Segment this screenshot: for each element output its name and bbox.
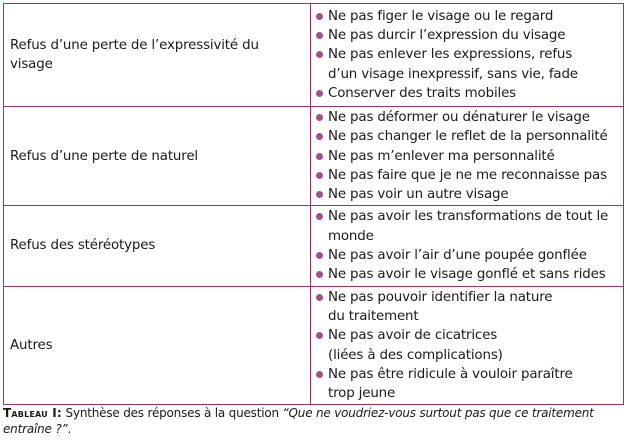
category-cell: Refus des stéréotypes <box>4 206 311 286</box>
category-cell: Autres <box>4 286 311 405</box>
caption-end: . <box>67 422 72 436</box>
caption-label: Tableau I: <box>3 406 62 420</box>
list-item-text: Ne pas m’enlever ma personnalité <box>328 148 555 164</box>
bullet-icon <box>316 213 323 220</box>
list-item-text: Ne pas avoir le visage gonflé et sans rides <box>328 267 606 283</box>
caption-quote: “Que ne voudriez-vous surtout pas que ce traitement entraîne ?” <box>3 406 594 436</box>
list-item-text: Ne pas avoir de cicatrices <box>328 328 498 344</box>
table-row <box>4 4 624 107</box>
list-item-text: Ne pas avoir les transformations de tout le <box>328 209 609 225</box>
list-item-text: Ne pas changer le reflet de la personnalité <box>328 129 608 145</box>
list-item-text: Ne pas pouvoir identifier la nature <box>328 289 553 305</box>
list-item <box>315 326 619 365</box>
bullet-icon <box>316 32 323 39</box>
bullet-icon <box>316 51 323 58</box>
items-cell <box>311 4 624 107</box>
list-item-text: Ne pas voir un autre visage <box>328 187 509 203</box>
list-item <box>315 288 619 327</box>
bullet-icon <box>316 153 323 160</box>
list-item-text: Ne pas enlever les expressions, refus <box>328 47 573 63</box>
bullet-icon <box>316 294 323 301</box>
bullet-list <box>315 7 619 103</box>
list-item-text: Conserver des traits mobiles <box>328 85 517 101</box>
responses-table <box>3 3 624 405</box>
list-item-text: Ne pas faire que je ne me reconnaisse pas <box>328 167 607 183</box>
list-item <box>315 246 619 265</box>
bullet-icon <box>316 252 323 259</box>
list-item-continuation: trop jeune <box>328 386 396 402</box>
list-item-continuation: du traitement <box>328 308 419 324</box>
items-cell <box>311 107 624 206</box>
items-cell <box>311 206 624 286</box>
list-item <box>315 147 619 166</box>
bullet-icon <box>316 114 323 121</box>
bullet-icon <box>316 172 323 179</box>
table-row <box>4 107 624 206</box>
list-item-continuation: d’un visage inexpressif, sans vie, fade <box>328 66 578 82</box>
list-item <box>315 84 619 103</box>
list-item-continuation: (liées à des complications) <box>328 347 503 363</box>
list-item <box>315 26 619 45</box>
bullet-icon <box>316 13 323 20</box>
bullet-icon <box>316 332 323 339</box>
bullet-list <box>315 108 619 204</box>
list-item <box>315 265 619 284</box>
bullet-icon <box>316 191 323 198</box>
list-item-text: Ne pas durcir l’expression du visage <box>328 28 566 44</box>
bullet-icon <box>316 90 323 97</box>
category-cell: Refus d’une perte de l’expressivité du visage <box>4 4 311 107</box>
table-row <box>4 286 624 405</box>
list-item <box>315 207 619 246</box>
list-item-continuation: monde <box>328 228 374 244</box>
list-item <box>315 7 619 26</box>
category-cell: Refus d’une perte de naturel <box>4 107 311 206</box>
list-item-text: Ne pas être ridicule à vouloir paraître <box>328 366 573 382</box>
list-item <box>315 108 619 127</box>
list-item <box>315 166 619 185</box>
items-cell <box>311 286 624 405</box>
bullet-icon <box>316 271 323 278</box>
table-body <box>4 4 624 405</box>
bullet-icon <box>316 371 323 378</box>
list-item-text: Ne pas avoir l’air d’une poupée gonflée <box>328 248 587 264</box>
table-row <box>4 206 624 286</box>
caption-text: Synthèse des réponses à la question <box>61 406 283 420</box>
table-caption <box>3 405 625 437</box>
list-item-text: Ne pas déformer ou dénaturer le visage <box>328 110 590 125</box>
list-item-text: Ne pas figer le visage ou le regard <box>328 8 554 24</box>
list-item <box>315 45 619 84</box>
bullet-icon <box>316 133 323 140</box>
bullet-list <box>315 207 619 284</box>
list-item <box>315 127 619 146</box>
list-item <box>315 185 619 204</box>
bullet-list <box>315 288 619 404</box>
list-item <box>315 365 619 404</box>
